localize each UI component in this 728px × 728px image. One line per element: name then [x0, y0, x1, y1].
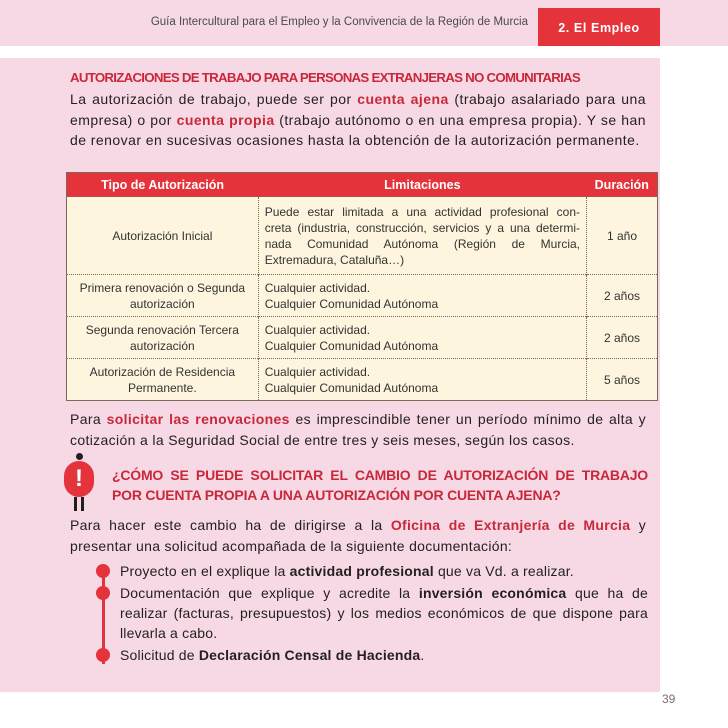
intro-text-1: La autorización de trabajo, puede ser por	[70, 91, 358, 107]
cell-duration: 2 años	[587, 317, 658, 359]
renewals-text-1: Para	[70, 411, 107, 427]
chapter-tag-label: 2. El Empleo	[558, 21, 640, 35]
howto-highlight-office: Oficina de Extranjería de Murcia	[390, 517, 631, 533]
header-duracion-label: Duración	[594, 177, 649, 192]
section-title: AUTORIZACIONES DE TRABAJO PARA PERSONAS EXTRANJERAS NO COMUNITARIAS	[70, 70, 580, 85]
table-row	[67, 359, 658, 401]
renewals-paragraph	[70, 409, 646, 450]
exclamation-icon	[64, 453, 94, 511]
bullet-icon	[96, 648, 110, 662]
header-tipo	[67, 173, 259, 197]
cell-type: Autorización de Residencia Permanente.	[67, 359, 259, 401]
limit-line: nada Comunidad Autónoma (Región de Murcia,	[264, 236, 581, 251]
table-row	[67, 197, 658, 275]
documents-list	[92, 561, 648, 667]
doc-text-2: .	[420, 647, 425, 663]
chapter-tag	[538, 8, 660, 46]
header-limitaciones	[258, 173, 586, 197]
page-number: 39	[662, 692, 676, 706]
cell-type: Segunda renovación Tercera autorización	[67, 317, 259, 359]
doc-text-2: que va Vd. a realizar.	[433, 563, 574, 579]
intro-text-3: (trabajo autónomo o en una empresa propia). Y se han de renovar en sucesivas ocasiones hasta la obtención de la autorización permanente.	[70, 111, 646, 148]
intro-paragraph	[70, 89, 646, 151]
cell-type: Primera renovación o Segunda autorización	[67, 275, 259, 317]
intro-highlight-cuenta-ajena: cuenta ajena	[357, 91, 449, 107]
list-item	[92, 561, 648, 581]
howto-paragraph	[70, 515, 646, 556]
renewals-highlight: solicitar las renovaciones	[106, 411, 290, 427]
doc-highlight: actividad profesional	[289, 563, 434, 579]
bullet-icon	[96, 564, 110, 578]
limit-line: creta (industria, construcción, servicios y a una determi-	[264, 220, 581, 235]
header-limitaciones-label: Limitaciones	[384, 177, 461, 192]
limit-line: Cualquier actividad.	[264, 280, 371, 295]
list-item	[92, 645, 648, 665]
exclamation-dot	[76, 453, 83, 460]
limit-line: Puede estar limitada a una actividad profesional con-	[264, 204, 581, 219]
limit-line: Cualquier Comunidad Autónoma	[264, 380, 439, 395]
cell-limits	[258, 359, 586, 401]
cell-limits	[258, 275, 586, 317]
doc-text-1: Proyecto en el explique la	[120, 563, 290, 579]
limit-line: Cualquier Comunidad Autónoma	[264, 338, 439, 353]
header-tipo-label: Tipo de Autorización	[101, 177, 225, 192]
header-title: Guía Intercultural para el Empleo y la Convivencia de la Región de Murcia	[150, 16, 528, 28]
doc-text-1: Solicitud de	[120, 647, 199, 663]
authorization-table	[66, 172, 658, 401]
doc-text-1: Documentación que explique y acredite la	[120, 585, 419, 601]
renewals-text-2: es imprescindible tener un período mínimo de alta y cotización a la Seguridad Social de entre tres y seis meses, según los casos.	[70, 411, 647, 448]
table-row	[67, 317, 658, 359]
table-header-row	[67, 173, 658, 197]
exclamation-stem	[74, 497, 77, 511]
limit-line: Cualquier actividad.	[264, 364, 371, 379]
intro-text-2: (trabajo asalariado para una empresa) o por	[70, 91, 647, 128]
cell-type: Autorización Inicial	[67, 197, 259, 275]
howto-text-2: y presentar una solicitud acompañada de la siguiente documentación:	[70, 517, 646, 554]
cell-limits	[258, 197, 586, 275]
list-item	[92, 583, 648, 643]
page-footer	[0, 692, 660, 728]
limit-line: Cualquier actividad.	[264, 322, 371, 337]
cell-duration: 5 años	[587, 359, 658, 401]
limit-line: Cualquier Comunidad Autónoma	[264, 296, 439, 311]
question-heading: ¿CÓMO SE PUEDE SOLICITAR EL CAMBIO DE AUTORIZACIÓN DE TRABAJO POR CUENTA PROPIA A UNA AUTORIZACIÓN POR CUENTA AJENA?	[112, 467, 648, 503]
doc-text-2: que ha de realizar (facturas, presupuestos) y los medios económicos de que dispone para llevarla a cabo.	[120, 585, 648, 641]
exclamation-circle: !	[64, 461, 94, 497]
header-duracion	[587, 173, 658, 197]
table-row	[67, 275, 658, 317]
doc-highlight: Declaración Censal de Hacienda	[198, 647, 421, 663]
bullet-icon	[96, 586, 110, 600]
cell-duration: 1 año	[587, 197, 658, 275]
howto-text-1: Para hacer este cambio ha de dirigirse a la	[70, 517, 391, 533]
exclamation-stem	[81, 497, 84, 511]
doc-highlight: inversión económica	[418, 585, 567, 601]
cell-limits	[258, 317, 586, 359]
intro-highlight-cuenta-propia: cuenta propia	[176, 111, 275, 128]
cell-duration: 2 años	[587, 275, 658, 317]
limit-line: Extremadura, Cataluña…)	[264, 252, 405, 267]
